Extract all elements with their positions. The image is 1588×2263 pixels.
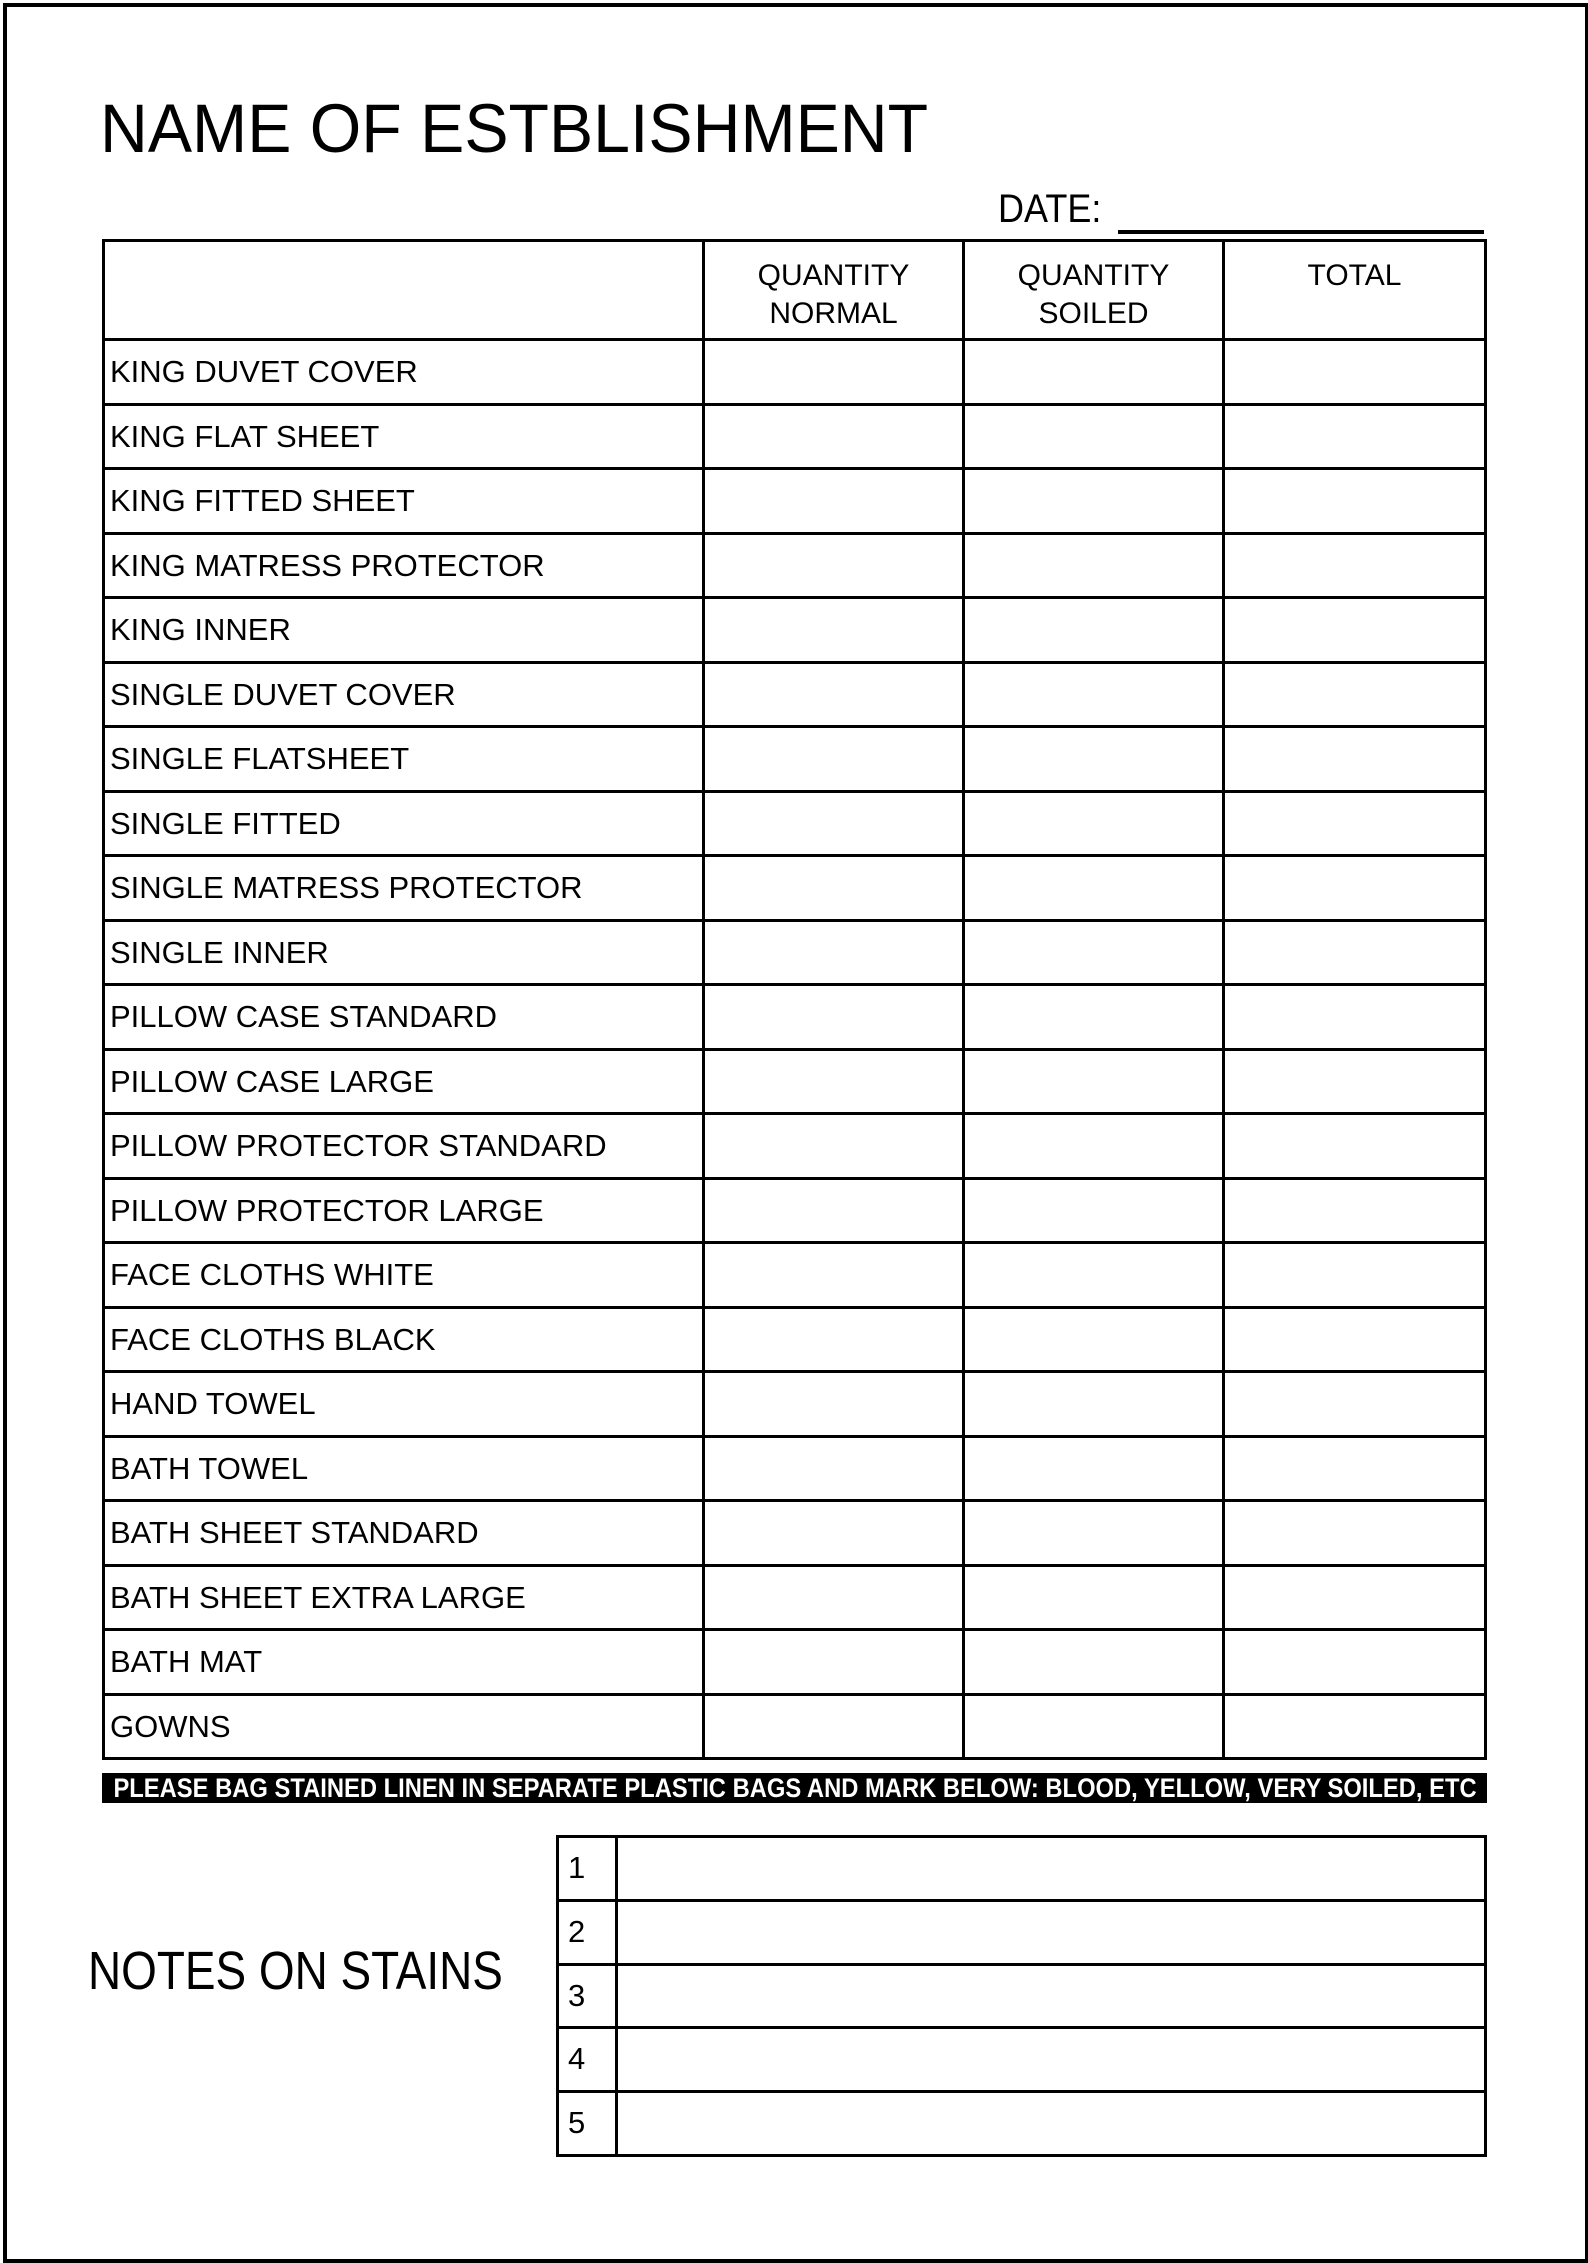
- table-row: [105, 728, 1484, 793]
- total-cell[interactable]: [1225, 535, 1484, 600]
- quantity-normal-cell[interactable]: [705, 1373, 965, 1438]
- note-row: [559, 1902, 1484, 1966]
- quantity-soiled-cell[interactable]: [965, 1180, 1225, 1245]
- quantity-normal-cell[interactable]: [705, 470, 965, 535]
- table-row: [105, 1373, 1484, 1438]
- total-cell[interactable]: [1225, 1309, 1484, 1374]
- quantity-normal-cell[interactable]: [705, 1180, 965, 1245]
- notes-table: [556, 1835, 1487, 2157]
- item-name-cell: KING DUVET COVER: [105, 341, 705, 406]
- total-cell[interactable]: [1225, 470, 1484, 535]
- stained-linen-banner: [102, 1773, 1487, 1803]
- quantity-normal-cell[interactable]: [705, 599, 965, 664]
- total-cell[interactable]: [1225, 1180, 1484, 1245]
- note-line[interactable]: [618, 2093, 1484, 2157]
- quantity-soiled-cell[interactable]: [965, 1051, 1225, 1116]
- total-cell[interactable]: [1225, 1244, 1484, 1309]
- header-quantity-soiled: QUANTITY SOILED: [965, 242, 1225, 341]
- note-number: 2: [559, 1902, 618, 1966]
- quantity-soiled-cell[interactable]: [965, 1567, 1225, 1632]
- note-line[interactable]: [618, 2029, 1484, 2093]
- total-cell[interactable]: [1225, 1631, 1484, 1696]
- quantity-soiled-cell[interactable]: [965, 599, 1225, 664]
- total-cell[interactable]: [1225, 341, 1484, 406]
- quantity-normal-cell[interactable]: [705, 1438, 965, 1503]
- note-number: 4: [559, 2029, 618, 2093]
- table-row: [105, 470, 1484, 535]
- table-body: [105, 341, 1484, 1760]
- header-quantity-normal: QUANTITY NORMAL: [705, 242, 965, 341]
- item-name-cell: BATH SHEET STANDARD: [105, 1502, 705, 1567]
- quantity-soiled-cell[interactable]: [965, 470, 1225, 535]
- item-name-cell: SINGLE MATRESS PROTECTOR: [105, 857, 705, 922]
- total-cell[interactable]: [1225, 406, 1484, 471]
- total-cell[interactable]: [1225, 922, 1484, 987]
- table-row: [105, 1567, 1484, 1632]
- total-cell[interactable]: [1225, 793, 1484, 858]
- quantity-normal-cell[interactable]: [705, 1051, 965, 1116]
- item-name-cell: BATH TOWEL: [105, 1438, 705, 1503]
- quantity-soiled-cell[interactable]: [965, 922, 1225, 987]
- quantity-normal-cell[interactable]: [705, 535, 965, 600]
- quantity-normal-cell[interactable]: [705, 1502, 965, 1567]
- notes-on-stains-label: NOTES ON STAINS: [88, 1941, 503, 2001]
- quantity-normal-cell[interactable]: [705, 1115, 965, 1180]
- quantity-normal-cell[interactable]: [705, 1567, 965, 1632]
- total-cell[interactable]: [1225, 728, 1484, 793]
- total-cell[interactable]: [1225, 1115, 1484, 1180]
- quantity-normal-cell[interactable]: [705, 1244, 965, 1309]
- notes-body: [559, 1838, 1484, 2157]
- date-value-line[interactable]: [1118, 230, 1484, 234]
- item-name-cell: FACE CLOTHS WHITE: [105, 1244, 705, 1309]
- item-name-cell: BATH SHEET EXTRA LARGE: [105, 1567, 705, 1632]
- total-cell[interactable]: [1225, 1567, 1484, 1632]
- item-name-cell: PILLOW CASE STANDARD: [105, 986, 705, 1051]
- quantity-soiled-cell[interactable]: [965, 1631, 1225, 1696]
- quantity-soiled-cell[interactable]: [965, 1502, 1225, 1567]
- quantity-normal-cell[interactable]: [705, 922, 965, 987]
- table-header-row: [105, 242, 1484, 341]
- total-cell[interactable]: [1225, 664, 1484, 729]
- note-number: 1: [559, 1838, 618, 1902]
- quantity-soiled-cell[interactable]: [965, 535, 1225, 600]
- note-row: [559, 1838, 1484, 1902]
- table-row: [105, 1051, 1484, 1116]
- quantity-soiled-cell[interactable]: [965, 1438, 1225, 1503]
- page-title: NAME OF ESTBLISHMENT: [100, 90, 929, 167]
- quantity-soiled-cell[interactable]: [965, 793, 1225, 858]
- item-name-cell: KING INNER: [105, 599, 705, 664]
- note-line[interactable]: [618, 1966, 1484, 2030]
- total-cell[interactable]: [1225, 1438, 1484, 1503]
- total-cell[interactable]: [1225, 1696, 1484, 1761]
- quantity-soiled-cell[interactable]: [965, 728, 1225, 793]
- quantity-normal-cell[interactable]: [705, 986, 965, 1051]
- table-row: [105, 922, 1484, 987]
- item-name-cell: KING FLAT SHEET: [105, 406, 705, 471]
- note-row: [559, 2029, 1484, 2093]
- header-item-cell: [105, 242, 705, 341]
- table-row: [105, 1696, 1484, 1761]
- note-number: 5: [559, 2093, 618, 2157]
- note-row: [559, 1966, 1484, 2030]
- item-name-cell: SINGLE FLATSHEET: [105, 728, 705, 793]
- quantity-soiled-cell[interactable]: [965, 406, 1225, 471]
- table-row: [105, 664, 1484, 729]
- item-name-cell: KING MATRESS PROTECTOR: [105, 535, 705, 600]
- total-cell[interactable]: [1225, 986, 1484, 1051]
- total-cell[interactable]: [1225, 1373, 1484, 1438]
- item-name-cell: SINGLE INNER: [105, 922, 705, 987]
- date-label: DATE:: [998, 187, 1102, 231]
- item-name-cell: HAND TOWEL: [105, 1373, 705, 1438]
- total-cell[interactable]: [1225, 1051, 1484, 1116]
- note-line[interactable]: [618, 1902, 1484, 1966]
- item-name-cell: PILLOW PROTECTOR LARGE: [105, 1180, 705, 1245]
- quantity-soiled-cell[interactable]: [965, 857, 1225, 922]
- header-total: TOTAL: [1225, 242, 1484, 341]
- item-name-cell: GOWNS: [105, 1696, 705, 1761]
- quantity-normal-cell[interactable]: [705, 406, 965, 471]
- quantity-soiled-cell[interactable]: [965, 664, 1225, 729]
- quantity-soiled-cell[interactable]: [965, 1244, 1225, 1309]
- quantity-soiled-cell[interactable]: [965, 1696, 1225, 1761]
- item-name-cell: KING FITTED SHEET: [105, 470, 705, 535]
- table-row: [105, 857, 1484, 922]
- table-row: [105, 986, 1484, 1051]
- table-row: [105, 1180, 1484, 1245]
- table-row: [105, 1502, 1484, 1567]
- table-row: [105, 1438, 1484, 1503]
- item-name-cell: FACE CLOTHS BLACK: [105, 1309, 705, 1374]
- quantity-normal-cell[interactable]: [705, 793, 965, 858]
- table-row: [105, 1115, 1484, 1180]
- note-line[interactable]: [618, 1838, 1484, 1902]
- quantity-normal-cell[interactable]: [705, 1696, 965, 1761]
- item-name-cell: SINGLE FITTED: [105, 793, 705, 858]
- table-row: [105, 599, 1484, 664]
- table-row: [105, 1244, 1484, 1309]
- table-row: [105, 793, 1484, 858]
- quantity-soiled-cell[interactable]: [965, 986, 1225, 1051]
- quantity-normal-cell[interactable]: [705, 857, 965, 922]
- quantity-soiled-cell[interactable]: [965, 1115, 1225, 1180]
- quantity-normal-cell[interactable]: [705, 341, 965, 406]
- banner-text: PLEASE BAG STAINED LINEN IN SEPARATE PLASTIC BAGS AND MARK BELOW: BLOOD, YELLOW, VERY SOILED, ETC: [113, 1773, 1477, 1803]
- quantity-normal-cell[interactable]: [705, 1631, 965, 1696]
- item-name-cell: PILLOW PROTECTOR STANDARD: [105, 1115, 705, 1180]
- table-row: [105, 406, 1484, 471]
- total-cell[interactable]: [1225, 1502, 1484, 1567]
- item-name-cell: SINGLE DUVET COVER: [105, 664, 705, 729]
- quantity-soiled-cell[interactable]: [965, 341, 1225, 406]
- table-row: [105, 1631, 1484, 1696]
- quantity-soiled-cell[interactable]: [965, 1309, 1225, 1374]
- table-row: [105, 535, 1484, 600]
- quantity-normal-cell[interactable]: [705, 728, 965, 793]
- table-row: [105, 1309, 1484, 1374]
- total-cell[interactable]: [1225, 857, 1484, 922]
- total-cell[interactable]: [1225, 599, 1484, 664]
- linen-table: [102, 239, 1487, 1760]
- note-row: [559, 2093, 1484, 2157]
- note-number: 3: [559, 1966, 618, 2030]
- quantity-normal-cell[interactable]: [705, 1309, 965, 1374]
- table-row: [105, 341, 1484, 406]
- item-name-cell: PILLOW CASE LARGE: [105, 1051, 705, 1116]
- quantity-soiled-cell[interactable]: [965, 1373, 1225, 1438]
- quantity-normal-cell[interactable]: [705, 664, 965, 729]
- item-name-cell: BATH MAT: [105, 1631, 705, 1696]
